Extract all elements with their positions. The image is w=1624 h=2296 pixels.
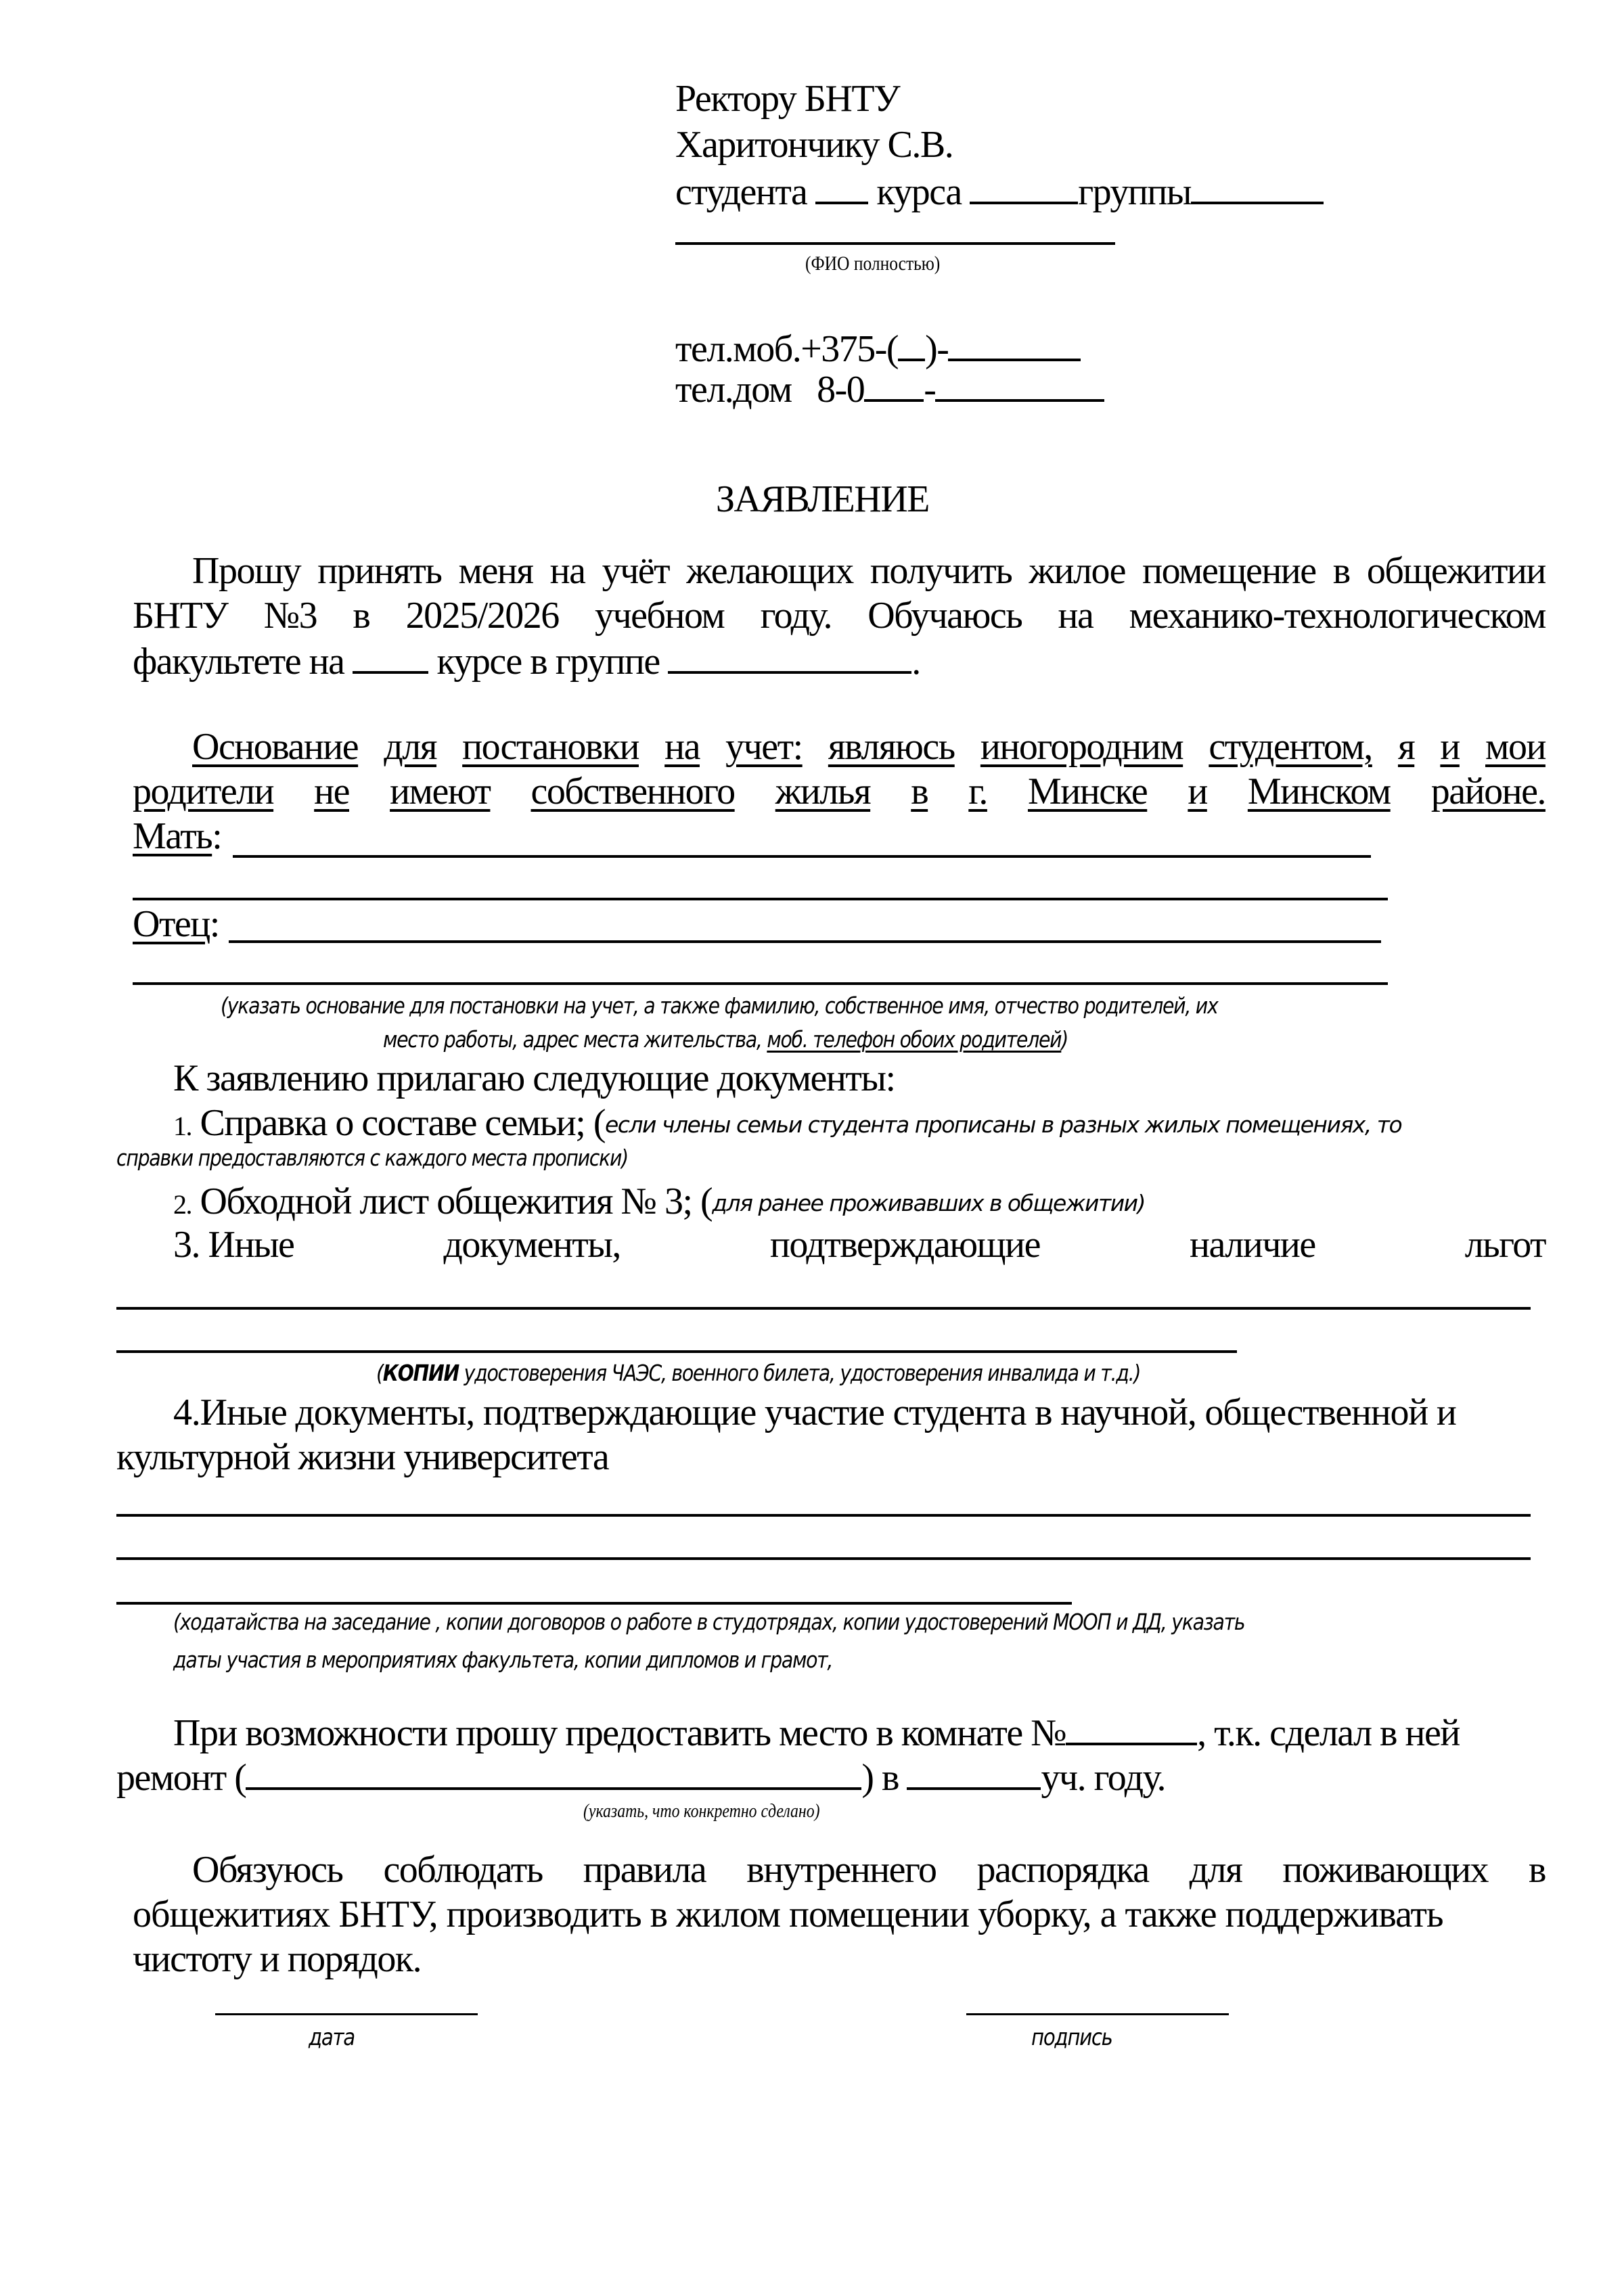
obligation-word: правила bbox=[583, 1849, 706, 1891]
item-3-word: подтверждающие bbox=[769, 1224, 1040, 1266]
room-text: При возможности прошу предоставить место в комнате № bbox=[173, 1712, 1066, 1754]
room-reason-text: , т.к. сделал в ней bbox=[1197, 1712, 1460, 1754]
signature-field[interactable] bbox=[966, 2013, 1229, 2015]
request-word: принять bbox=[317, 550, 442, 592]
attachment-item-2 bbox=[173, 1180, 1145, 1226]
item-3-hint-open: ( bbox=[376, 1360, 383, 1386]
student-label: студента bbox=[675, 171, 807, 213]
item-4-field-2[interactable] bbox=[116, 1557, 1531, 1560]
request-course-field[interactable] bbox=[353, 639, 428, 674]
basis-word: в bbox=[911, 771, 928, 812]
basis-word: родители bbox=[133, 771, 274, 812]
obligation-word: внутреннего bbox=[746, 1849, 937, 1891]
request-line-1 bbox=[192, 549, 1546, 593]
phone-mobile-code-field[interactable] bbox=[898, 326, 925, 361]
father-field-1[interactable] bbox=[229, 940, 1381, 943]
request-line-2 bbox=[133, 594, 1546, 637]
course-field[interactable] bbox=[815, 169, 868, 204]
obligation-word: в bbox=[1529, 1849, 1546, 1891]
request-word: №3 bbox=[263, 595, 317, 637]
phone-mobile-label: тел.моб.+375-( bbox=[675, 328, 899, 370]
request-word: механико-технологическом bbox=[1129, 595, 1546, 637]
basis-hint-close: ) bbox=[1061, 1026, 1068, 1053]
basis-word: иногородним bbox=[980, 726, 1183, 768]
item-1-hint-continued: справки предоставляются с каждого места прописки) bbox=[116, 1145, 628, 1171]
group-label: группы bbox=[1078, 171, 1191, 213]
basis-word: и bbox=[1188, 771, 1207, 812]
room-number-field[interactable] bbox=[1066, 1710, 1197, 1745]
basis-word: студентом, bbox=[1209, 726, 1372, 768]
renovation-in-text: ) в bbox=[861, 1757, 899, 1799]
addressee-rector: Ректору БНТУ bbox=[675, 78, 900, 120]
attachments-intro: К заявлению прилагаю следующие документы: bbox=[173, 1057, 895, 1099]
basis-word: собственного bbox=[531, 771, 735, 812]
request-faculty-text: факультете на bbox=[133, 641, 344, 683]
phone-home-code-field[interactable] bbox=[864, 367, 924, 402]
mother-label: Мать bbox=[133, 815, 212, 857]
renovation-year-field[interactable] bbox=[907, 1755, 1041, 1790]
basis-hint-line-2 bbox=[383, 1025, 1068, 1055]
request-word: БНТУ bbox=[133, 595, 228, 637]
attachment-item-4-line-1: 4.Иные документы, подтверждающие участие студента в научной, общественной и bbox=[173, 1392, 1456, 1433]
item-3-hint bbox=[376, 1358, 1140, 1388]
phone-home-line bbox=[675, 367, 1104, 411]
date-field[interactable] bbox=[215, 2013, 478, 2015]
renovation-hint: (указать, что конкретно сделано) bbox=[583, 1801, 820, 1822]
basis-word: районе. bbox=[1430, 771, 1546, 812]
item-3-word: 3. Иные bbox=[173, 1224, 294, 1266]
basis-word: имеют bbox=[390, 771, 491, 812]
request-word: Обучаюсь bbox=[867, 595, 1022, 637]
item-4-hint-line-1: (ходатайства на заседание , копии договоров о работе в студотрядах, копии удостоверений МООП и ДД, указать bbox=[173, 1609, 1245, 1635]
request-word: в bbox=[353, 595, 370, 637]
basis-word: для bbox=[384, 726, 436, 768]
mother-field-1[interactable] bbox=[233, 855, 1371, 858]
basis-hint-phones: моб. телефон обоих родителей bbox=[767, 1026, 1062, 1053]
room-line-1 bbox=[173, 1710, 1460, 1755]
course-label: курса bbox=[876, 171, 962, 213]
obligation-word: соблюдать bbox=[383, 1849, 543, 1891]
request-period: . bbox=[911, 641, 920, 683]
basis-line-1 bbox=[192, 725, 1546, 768]
item-4-field-1[interactable] bbox=[116, 1514, 1531, 1517]
obligation-word: поживающих bbox=[1282, 1849, 1489, 1891]
item-1-hint: если члены семьи студента прописаны в разных жилых помещениях, то bbox=[604, 1111, 1402, 1138]
request-word: помещение bbox=[1142, 550, 1316, 592]
request-word: году. bbox=[760, 595, 832, 637]
item-3-field-2[interactable] bbox=[116, 1350, 1237, 1353]
request-word: на bbox=[549, 550, 585, 592]
date-label: дата bbox=[309, 2024, 355, 2051]
phone-home-dash: - bbox=[924, 369, 936, 411]
obligation-line-1 bbox=[192, 1848, 1546, 1891]
request-group-text: курсе в группе bbox=[436, 641, 660, 683]
mother-row bbox=[133, 814, 221, 858]
addressee-name: Харитончику С.В. bbox=[675, 124, 953, 166]
phone-home-label: тел.дом bbox=[675, 369, 792, 411]
father-label: Отец bbox=[133, 903, 210, 945]
fio-caption: (ФИО полностью) bbox=[805, 252, 941, 275]
basis-hint-text: место работы, адрес места жительства, bbox=[383, 1026, 767, 1053]
request-word: желающих bbox=[686, 550, 853, 592]
basis-word: Минском bbox=[1247, 771, 1391, 812]
phone-mobile-separator: )- bbox=[925, 328, 949, 370]
basis-word: Основание bbox=[192, 726, 359, 768]
attachment-item-3 bbox=[173, 1223, 1546, 1266]
mother-field-2[interactable] bbox=[133, 898, 1388, 900]
item-2-text: Обходной лист общежития № 3; ( bbox=[200, 1180, 713, 1222]
basis-hint-line-1: (указать основание для постановки на учет, а также фамилию, собственное имя, отчество родителей, их bbox=[221, 992, 1218, 1019]
group-prefix-field[interactable] bbox=[970, 169, 1078, 204]
phone-home-prefix: 8-0 bbox=[817, 369, 865, 411]
basis-word: учет: bbox=[725, 726, 803, 768]
room-line-2 bbox=[116, 1755, 1165, 1799]
request-word: учебном bbox=[594, 595, 725, 637]
academic-year-text: уч. году. bbox=[1041, 1757, 1165, 1799]
father-field-2[interactable] bbox=[133, 982, 1388, 985]
item-1-text: Справка о составе семьи; ( bbox=[200, 1102, 605, 1144]
request-word: учёт bbox=[602, 550, 670, 592]
request-word: меня bbox=[458, 550, 533, 592]
basis-word: жилья bbox=[775, 771, 871, 812]
request-line-3 bbox=[133, 639, 920, 683]
father-row bbox=[133, 902, 219, 946]
item-3-hint-rest: удостоверения ЧАЭС, военного билета, удостоверения инвалида и т.д.) bbox=[458, 1360, 1141, 1386]
document-title: ЗАЯВЛЕНИЕ bbox=[716, 478, 929, 520]
item-4-hint-line-2: даты участия в мероприятиях факультета, копии дипломов и грамот, bbox=[173, 1647, 833, 1673]
request-group-field[interactable] bbox=[668, 639, 911, 674]
attachment-item-1 bbox=[173, 1101, 1401, 1148]
basis-word: г. bbox=[968, 771, 987, 812]
request-word: общежитии bbox=[1366, 550, 1546, 592]
fio-field[interactable] bbox=[675, 242, 1115, 245]
renovation-description-field[interactable] bbox=[246, 1755, 861, 1790]
father-colon: : bbox=[209, 903, 219, 945]
basis-word: постановки bbox=[462, 726, 639, 768]
obligation-word: распорядка bbox=[976, 1849, 1149, 1891]
request-word: получить bbox=[870, 550, 1012, 592]
basis-word: я bbox=[1397, 726, 1415, 768]
obligation-word: для bbox=[1189, 1849, 1242, 1891]
request-word: в bbox=[1332, 550, 1350, 592]
item-2-number: 2. bbox=[173, 1189, 191, 1220]
attachment-item-4-line-2: культурной жизни университета bbox=[116, 1436, 609, 1478]
request-word: на bbox=[1058, 595, 1093, 637]
item-3-word: льгот bbox=[1464, 1224, 1546, 1266]
item-3-hint-bold: КОПИИ bbox=[382, 1360, 459, 1386]
signature-label: подпись bbox=[1031, 2024, 1112, 2051]
student-line bbox=[675, 169, 1324, 214]
obligation-line-2: общежитиях БНТУ, производить в жилом помещении уборку, а также поддерживать bbox=[133, 1893, 1443, 1935]
basis-line-2 bbox=[133, 770, 1546, 813]
group-field[interactable] bbox=[1191, 169, 1324, 204]
obligation-word: Обязуюсь bbox=[192, 1849, 343, 1891]
basis-word: не bbox=[314, 771, 349, 812]
request-word: Прошу bbox=[192, 550, 301, 592]
item-4-field-3[interactable] bbox=[116, 1602, 1072, 1605]
item-1-number: 1. bbox=[173, 1111, 191, 1141]
basis-word: являюсь bbox=[828, 726, 955, 768]
basis-word: мои bbox=[1485, 726, 1546, 768]
mother-colon: : bbox=[212, 815, 222, 857]
basis-word: Минске bbox=[1027, 771, 1148, 812]
item-2-hint: для ранее проживавших в общежитии) bbox=[712, 1190, 1145, 1216]
obligation-line-3: чистоту и порядок. bbox=[133, 1938, 422, 1980]
renovation-text: ремонт ( bbox=[116, 1757, 246, 1799]
item-3-word: документы, bbox=[443, 1224, 621, 1266]
basis-word: и bbox=[1440, 726, 1460, 768]
phone-home-number-field[interactable] bbox=[935, 367, 1104, 402]
phone-mobile-number-field[interactable] bbox=[948, 326, 1081, 361]
item-3-word: наличие bbox=[1189, 1224, 1315, 1266]
request-word: 2025/2026 bbox=[405, 595, 559, 637]
phone-mobile-line bbox=[675, 326, 1081, 371]
item-3-field-1[interactable] bbox=[116, 1307, 1531, 1310]
request-word: жилое bbox=[1029, 550, 1126, 592]
basis-word: на bbox=[664, 726, 700, 768]
